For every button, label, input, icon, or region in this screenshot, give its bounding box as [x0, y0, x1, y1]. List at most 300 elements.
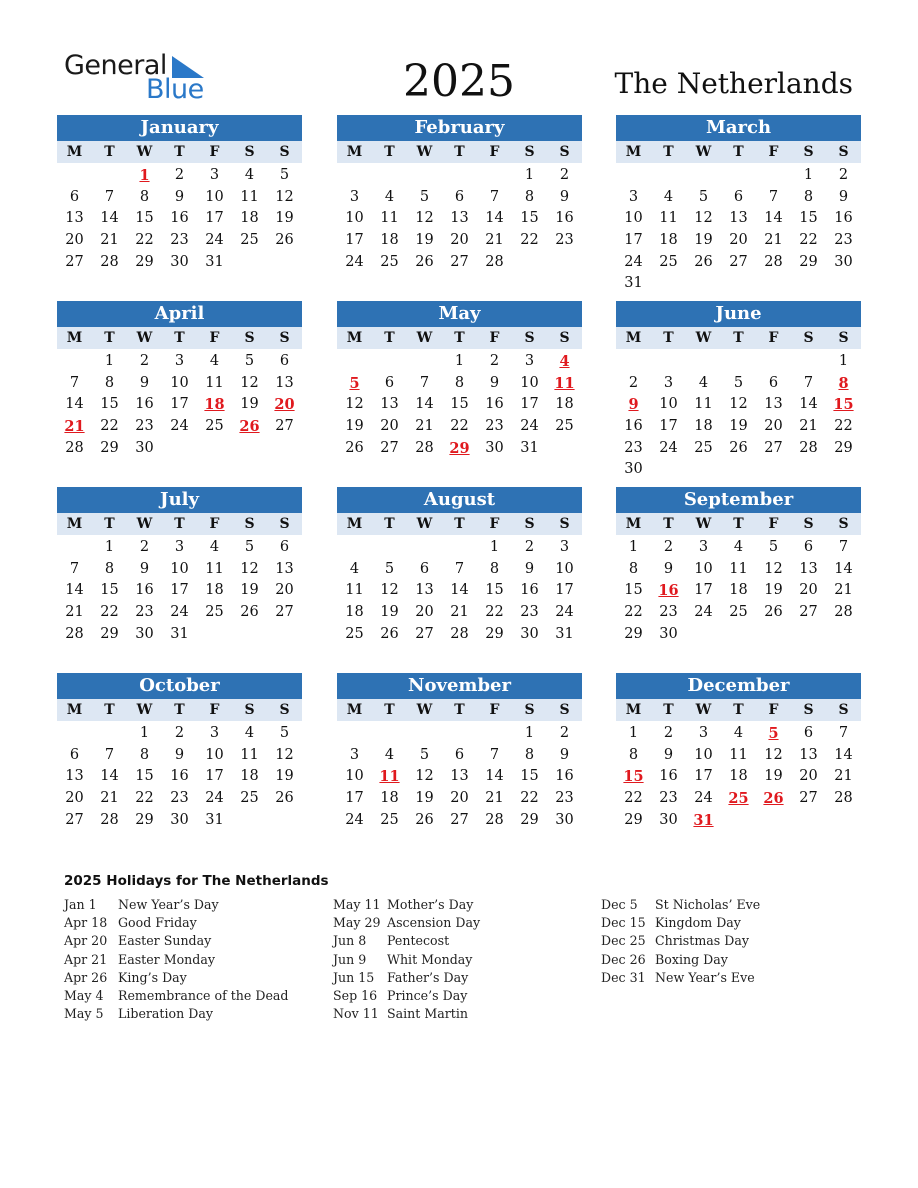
day-cell: 3	[663, 374, 674, 391]
empty-cell	[407, 351, 442, 373]
empty-cell	[651, 351, 686, 373]
day-cell: 6	[69, 746, 80, 763]
day-cell: 5	[244, 353, 255, 369]
day-cell: 18	[729, 582, 748, 599]
empty-cell	[337, 351, 372, 373]
day-cell: 18	[659, 232, 678, 249]
day-cell: 29	[100, 625, 119, 642]
day-cell: 30	[170, 253, 189, 270]
day-cell: 14	[764, 210, 783, 227]
empty-cell	[721, 165, 756, 187]
day-cell: 10	[694, 560, 713, 577]
day-cell: 4	[244, 725, 255, 741]
weekday-label: T	[663, 144, 674, 160]
day-cell: 11	[659, 210, 678, 227]
day-cell: 24	[345, 811, 364, 828]
day-cell: 9	[559, 746, 570, 763]
day-cell: 30	[520, 625, 539, 642]
weekday-label: W	[136, 144, 153, 160]
day-cell: 28	[100, 811, 119, 828]
month-title: January	[57, 115, 302, 141]
day-cell: 5	[244, 539, 255, 555]
day-cell: 10	[345, 768, 364, 785]
empty-cell	[477, 723, 512, 745]
day-cell: 20	[380, 418, 399, 435]
holiday-name: Good Friday	[118, 915, 197, 931]
holiday-day-cell: 11	[554, 374, 575, 392]
holiday-row	[601, 951, 760, 969]
day-cell: 8	[104, 374, 115, 391]
day-cell: 3	[209, 167, 220, 183]
holidays-title: 2025 Holidays for The Netherlands	[64, 873, 329, 889]
day-cell: 4	[733, 539, 744, 555]
holiday-day-cell: 29	[449, 439, 470, 457]
weekday-label: W	[695, 330, 712, 346]
holiday-column	[64, 896, 288, 1023]
day-cell: 17	[170, 396, 189, 413]
weekday-label: T	[174, 516, 185, 532]
holiday-day-cell: 31	[693, 811, 714, 829]
day-cell: 9	[489, 374, 500, 391]
weekday-label: W	[416, 702, 433, 718]
weekday-label: T	[384, 144, 395, 160]
day-cell: 5	[279, 167, 290, 183]
day-cell: 5	[419, 188, 430, 205]
weekday-label: W	[695, 144, 712, 160]
day-cell: 6	[384, 374, 395, 391]
holiday-date: May 4	[64, 987, 104, 1003]
holiday-row	[64, 1005, 288, 1023]
weekday-label: M	[346, 330, 363, 346]
day-cell: 30	[485, 439, 504, 456]
holiday-column	[601, 896, 760, 987]
day-cell: 19	[764, 582, 783, 599]
holiday-row	[601, 969, 760, 987]
holiday-date: Jun 8	[333, 933, 367, 949]
weekday-label: T	[384, 330, 395, 346]
day-cell: 17	[694, 768, 713, 785]
day-cell: 19	[240, 582, 259, 599]
day-cell: 23	[170, 790, 189, 807]
weekday-label: M	[625, 516, 642, 532]
day-cell: 20	[799, 582, 818, 599]
day-cell: 18	[345, 604, 364, 621]
day-cell: 15	[135, 210, 154, 227]
day-cell: 6	[279, 539, 290, 555]
month-april	[57, 301, 302, 459]
holiday-name: St Nicholas’ Eve	[655, 897, 761, 912]
day-cell: 13	[380, 396, 399, 413]
day-cell: 25	[240, 232, 259, 249]
empty-cell	[651, 165, 686, 187]
day-cell: 10	[624, 210, 643, 227]
day-cell: 5	[384, 560, 395, 577]
day-cell: 28	[764, 253, 783, 270]
day-cell: 27	[65, 811, 84, 828]
day-cell: 1	[489, 539, 500, 555]
empty-cell	[407, 537, 442, 559]
month-january	[57, 115, 302, 273]
day-cell: 24	[205, 232, 224, 249]
month-title: June	[616, 301, 861, 327]
month-title: October	[57, 673, 302, 699]
holiday-date: Dec 15	[601, 915, 646, 931]
day-cell: 13	[65, 210, 84, 227]
empty-cell	[337, 723, 372, 745]
day-cell: 21	[100, 232, 119, 249]
day-cell: 27	[764, 439, 783, 456]
day-cell: 19	[345, 418, 364, 435]
day-cell: 3	[559, 539, 570, 555]
weekday-label: F	[489, 702, 500, 718]
day-cell: 17	[205, 768, 224, 785]
day-cell: 5	[279, 725, 290, 741]
day-cell: 21	[485, 232, 504, 249]
day-cell: 27	[275, 418, 294, 435]
weekday-label: T	[733, 516, 744, 532]
empty-cell	[337, 165, 372, 187]
day-cell: 2	[174, 725, 185, 741]
weekday-label: T	[384, 702, 395, 718]
day-cell: 8	[524, 188, 535, 205]
day-cell: 19	[415, 232, 434, 249]
day-cell: 25	[205, 604, 224, 621]
weekday-label: T	[104, 330, 115, 346]
weekday-label: F	[768, 702, 779, 718]
holiday-row	[64, 987, 288, 1005]
month-august	[337, 487, 582, 645]
holiday-row	[333, 932, 480, 950]
month-may	[337, 301, 582, 459]
holiday-name: Pentecost	[387, 933, 450, 949]
holiday-date: Dec 26	[601, 951, 646, 967]
holiday-name: Easter Monday	[118, 951, 215, 967]
weekday-label: W	[136, 330, 153, 346]
day-cell: 12	[240, 560, 259, 577]
day-cell: 1	[838, 353, 849, 369]
day-cell: 7	[454, 560, 465, 577]
weekday-label: T	[104, 144, 115, 160]
weekday-label: S	[279, 330, 290, 346]
weekday-label: T	[733, 330, 744, 346]
day-cell: 1	[139, 725, 150, 741]
weekday-label: T	[174, 144, 185, 160]
holiday-row	[333, 951, 480, 969]
day-cell: 21	[450, 604, 469, 621]
month-december	[616, 673, 861, 831]
empty-cell	[57, 537, 92, 559]
weekday-header-row	[57, 513, 302, 535]
day-cell: 21	[764, 232, 783, 249]
holiday-row	[64, 951, 288, 969]
weekday-header-row	[337, 327, 582, 349]
empty-cell	[407, 723, 442, 745]
day-cell: 29	[485, 625, 504, 642]
day-cell: 22	[834, 418, 853, 435]
day-cell: 24	[694, 790, 713, 807]
month-november	[337, 673, 582, 831]
holiday-row	[333, 987, 480, 1005]
day-cell: 21	[100, 790, 119, 807]
day-cell: 14	[485, 768, 504, 785]
day-cell: 27	[415, 625, 434, 642]
day-cell: 23	[135, 604, 154, 621]
day-cell: 28	[834, 790, 853, 807]
holiday-date: Apr 21	[64, 951, 108, 967]
day-cell: 26	[275, 232, 294, 249]
day-cell: 14	[834, 560, 853, 577]
month-june	[616, 301, 861, 481]
weekday-label: S	[838, 702, 849, 718]
day-cell: 13	[764, 396, 783, 413]
day-cell: 29	[799, 253, 818, 270]
day-grid	[616, 723, 861, 831]
day-cell: 26	[694, 253, 713, 270]
empty-cell	[686, 165, 721, 187]
weekday-label: W	[136, 516, 153, 532]
day-cell: 3	[174, 539, 185, 555]
weekday-label: S	[279, 702, 290, 718]
holiday-date: May 11	[333, 897, 381, 912]
day-cell: 31	[205, 811, 224, 828]
day-cell: 21	[834, 582, 853, 599]
day-cell: 16	[135, 396, 154, 413]
day-cell: 29	[135, 811, 154, 828]
weekday-label: W	[416, 330, 433, 346]
empty-cell	[756, 165, 791, 187]
month-title: December	[616, 673, 861, 699]
day-cell: 14	[100, 210, 119, 227]
day-cell: 6	[454, 746, 465, 763]
day-cell: 7	[838, 725, 849, 741]
day-cell: 7	[489, 746, 500, 763]
holiday-name: Ascension Day	[387, 915, 481, 931]
weekday-label: T	[174, 330, 185, 346]
day-cell: 30	[834, 253, 853, 270]
day-cell: 16	[135, 582, 154, 599]
day-cell: 18	[694, 418, 713, 435]
day-cell: 15	[450, 396, 469, 413]
holiday-day-cell: 11	[379, 768, 400, 786]
day-cell: 28	[485, 811, 504, 828]
empty-cell	[442, 537, 477, 559]
weekday-label: M	[346, 144, 363, 160]
month-title: May	[337, 301, 582, 327]
day-cell: 30	[624, 461, 643, 478]
month-title: September	[616, 487, 861, 513]
day-cell: 3	[174, 353, 185, 369]
day-cell: 3	[698, 539, 709, 555]
holiday-row	[333, 969, 480, 987]
day-cell: 19	[275, 768, 294, 785]
month-title: July	[57, 487, 302, 513]
brand-word-general: General	[64, 50, 167, 81]
weekday-label: F	[768, 516, 779, 532]
day-cell: 8	[524, 746, 535, 763]
weekday-label: M	[346, 516, 363, 532]
day-cell: 5	[768, 539, 779, 555]
day-cell: 4	[349, 560, 360, 577]
month-title: August	[337, 487, 582, 513]
day-cell: 28	[799, 439, 818, 456]
day-cell: 10	[170, 374, 189, 391]
holiday-day-cell: 5	[349, 374, 360, 392]
day-cell: 28	[834, 604, 853, 621]
holiday-column	[333, 896, 480, 1023]
weekday-label: T	[733, 702, 744, 718]
empty-cell	[372, 537, 407, 559]
weekday-header-row	[337, 141, 582, 163]
day-cell: 23	[834, 232, 853, 249]
weekday-label: T	[454, 516, 465, 532]
day-cell: 4	[244, 167, 255, 183]
day-cell: 2	[559, 167, 570, 183]
holiday-name: New Year’s Eve	[655, 969, 755, 985]
day-cell: 9	[139, 560, 150, 577]
holiday-name: Christmas Day	[655, 933, 749, 949]
day-cell: 7	[104, 188, 115, 205]
empty-cell	[791, 351, 826, 373]
empty-cell	[721, 351, 756, 373]
weekday-label: T	[104, 702, 115, 718]
day-cell: 26	[275, 790, 294, 807]
day-cell: 2	[174, 167, 185, 183]
day-cell: 7	[104, 746, 115, 763]
day-cell: 1	[628, 539, 639, 555]
day-cell: 2	[663, 539, 674, 555]
day-cell: 10	[170, 560, 189, 577]
day-cell: 10	[205, 188, 224, 205]
day-cell: 11	[380, 210, 399, 227]
empty-cell	[57, 165, 92, 187]
day-cell: 10	[345, 210, 364, 227]
day-cell: 4	[384, 188, 395, 205]
holiday-name: Saint Martin	[387, 1006, 468, 1022]
holiday-day-cell: 15	[623, 768, 644, 786]
weekday-label: F	[209, 516, 220, 532]
day-grid	[57, 537, 302, 645]
day-cell: 1	[628, 725, 639, 741]
day-cell: 3	[209, 725, 220, 741]
day-cell: 16	[520, 582, 539, 599]
holiday-name: Kingdom Day	[655, 915, 741, 931]
day-cell: 24	[520, 418, 539, 435]
day-cell: 17	[555, 582, 574, 599]
day-cell: 26	[764, 604, 783, 621]
day-cell: 4	[209, 353, 220, 369]
day-grid	[616, 165, 861, 295]
weekday-label: F	[768, 330, 779, 346]
day-cell: 7	[838, 539, 849, 555]
day-grid	[616, 351, 861, 481]
holiday-row	[64, 932, 288, 950]
day-cell: 30	[659, 625, 678, 642]
weekday-header-row	[57, 327, 302, 349]
day-cell: 26	[380, 625, 399, 642]
day-cell: 28	[65, 439, 84, 456]
day-cell: 30	[170, 811, 189, 828]
day-cell: 14	[415, 396, 434, 413]
calendar-country: The Netherlands	[614, 67, 853, 100]
weekday-label: T	[174, 702, 185, 718]
day-cell: 15	[485, 582, 504, 599]
day-cell: 22	[520, 790, 539, 807]
day-cell: 22	[135, 232, 154, 249]
day-cell: 15	[100, 396, 119, 413]
day-cell: 16	[834, 210, 853, 227]
day-cell: 13	[450, 210, 469, 227]
day-cell: 23	[520, 604, 539, 621]
day-cell: 10	[694, 746, 713, 763]
day-cell: 26	[240, 604, 259, 621]
day-cell: 21	[834, 768, 853, 785]
day-cell: 21	[415, 418, 434, 435]
day-cell: 20	[450, 232, 469, 249]
day-cell: 24	[345, 253, 364, 270]
day-cell: 24	[659, 439, 678, 456]
weekday-label: T	[733, 144, 744, 160]
day-cell: 29	[135, 253, 154, 270]
day-grid	[616, 537, 861, 645]
day-cell: 22	[485, 604, 504, 621]
day-cell: 6	[803, 539, 814, 555]
day-cell: 14	[65, 396, 84, 413]
day-cell: 9	[174, 746, 185, 763]
holiday-row	[64, 969, 288, 987]
day-cell: 9	[524, 560, 535, 577]
month-title: February	[337, 115, 582, 141]
holiday-day-cell: 4	[559, 353, 570, 370]
day-cell: 17	[659, 418, 678, 435]
empty-cell	[686, 351, 721, 373]
weekday-label: M	[625, 702, 642, 718]
day-cell: 22	[624, 604, 643, 621]
day-cell: 11	[240, 188, 259, 205]
day-cell: 25	[380, 811, 399, 828]
weekday-header-row	[57, 699, 302, 721]
day-cell: 12	[275, 188, 294, 205]
holiday-date: Apr 26	[64, 969, 108, 985]
day-cell: 13	[799, 746, 818, 763]
day-cell: 9	[559, 188, 570, 205]
weekday-label: F	[489, 144, 500, 160]
day-cell: 20	[65, 232, 84, 249]
weekday-label: S	[838, 144, 849, 160]
day-cell: 2	[524, 539, 535, 555]
day-cell: 14	[799, 396, 818, 413]
day-cell: 1	[104, 539, 115, 555]
day-cell: 11	[694, 396, 713, 413]
day-cell: 20	[450, 790, 469, 807]
day-cell: 25	[729, 604, 748, 621]
day-cell: 25	[240, 790, 259, 807]
day-cell: 2	[559, 725, 570, 741]
month-title: April	[57, 301, 302, 327]
day-cell: 23	[555, 790, 574, 807]
day-cell: 14	[100, 768, 119, 785]
day-cell: 1	[524, 725, 535, 741]
day-cell: 26	[729, 439, 748, 456]
weekday-header-row	[616, 141, 861, 163]
empty-cell	[57, 351, 92, 373]
day-cell: 24	[205, 790, 224, 807]
holiday-name: Whit Monday	[387, 951, 473, 967]
day-grid	[57, 723, 302, 831]
day-cell: 15	[799, 210, 818, 227]
day-cell: 12	[380, 582, 399, 599]
day-cell: 27	[275, 604, 294, 621]
weekday-label: F	[489, 516, 500, 532]
